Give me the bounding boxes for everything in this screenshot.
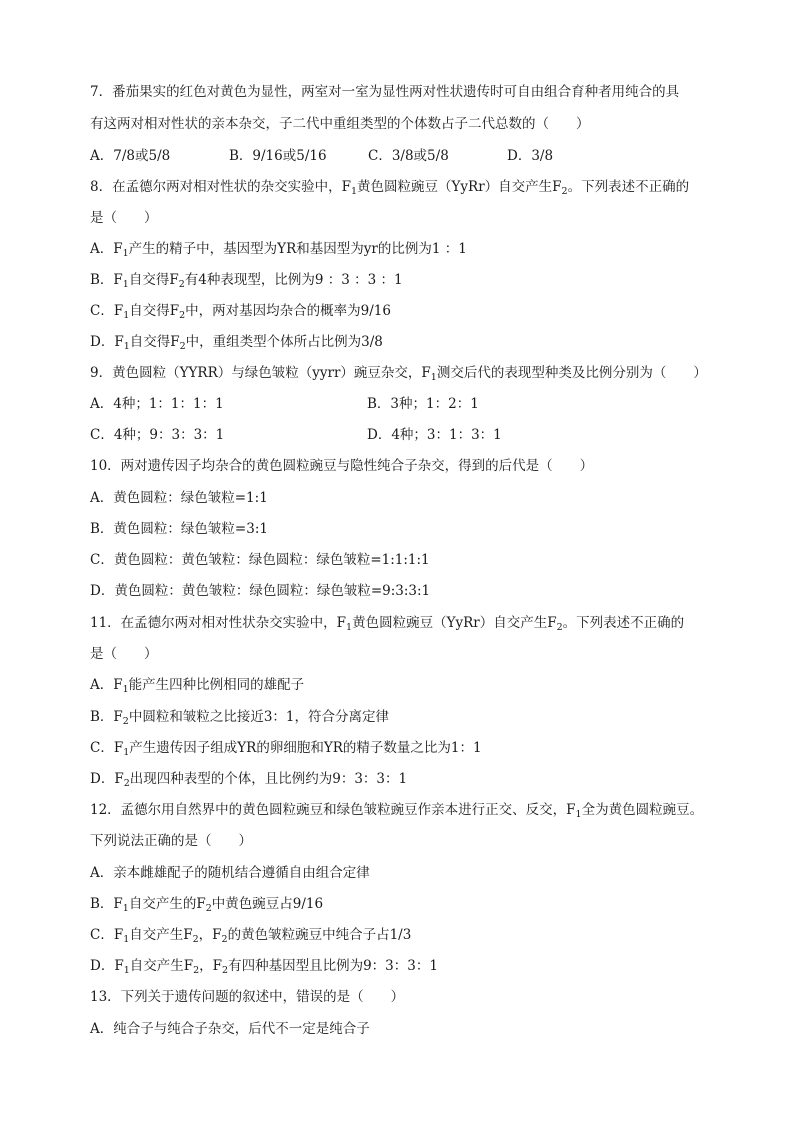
q11-option-c: C．$F_1$产生遗传因子组成YR的卵细胞和YR的精子数量之比为1：1 — [90, 740, 482, 758]
q7-stem-line1: 7．番茄果实的红色对黄色为显性，两室对一室为显性两对性状遗传时可自由组合育种者用纯合的具 — [90, 84, 680, 100]
q12-option-a: A．亲本雌雄配子的随机结合遵循自由组合定律 — [90, 865, 370, 881]
q9-option-c: C．4种；9：3：3：1 — [90, 427, 225, 443]
q8-option-b: B．$F_1$自交得$F_2$有4种表现型，比例为9 ：3 ：3 ：1 — [90, 272, 403, 290]
q12-stem-line1: 12．孟德尔用自然界中的黄色圆粒豌豆和绿色皱粒豌豆作亲本进行正交、反交，$F_1$全为黄色圆粒豌豆。 — [90, 802, 704, 820]
q12-stem-line2: 下列说法正确的是（ ） — [90, 833, 252, 849]
q12-option-c: C．$F_1$自交产生$F_2$，$F_2$的黄色皱粒豌豆中纯合子占1/3 — [90, 927, 412, 945]
q10-option-c: C．黄色圆粒：黄色皱粒：绿色圆粒：绿色皱粒=1:1:1:1 — [90, 552, 430, 568]
q8-option-c: C．$F_1$自交得$F_2$中，两对基因均杂合的概率为9/16 — [90, 303, 391, 321]
q7-option-c: C．3/8或5/8 — [368, 148, 449, 164]
q8-stem-line2: 是（ ） — [90, 210, 158, 226]
q8-stem-line1: 8．在孟德尔两对相对性状的杂交实验中，$F_1$黄色圆粒豌豆（YyRr）自交产生$F_2$。下列表述不正确的 — [90, 179, 690, 197]
q9-option-b: B．3种；1：2：1 — [367, 396, 479, 412]
q11-option-a: A．$F_1$能产生四种比例相同的雄配子 — [90, 677, 305, 695]
q10-option-a: A．黄色圆粒：绿色皱粒=1:1 — [90, 490, 268, 506]
q10-option-d: D．黄色圆粒：黄色皱粒：绿色圆粒：绿色皱粒=9:3:3:1 — [90, 583, 431, 599]
q9-option-d: D．4种；3：1：3：1 — [367, 427, 502, 443]
q9-stem: 9．黄色圆粒（YYRR）与绿色皱粒（yyrr）豌豆杂交，$F_1$测交后代的表现型种类及比例分别为（ ） — [90, 365, 707, 383]
q7-option-b: B．9/16或5/16 — [229, 148, 327, 164]
q11-stem-line1: 11．在孟德尔两对相对性状杂交实验中，$F_1$黄色圆粒豌豆（YyRr）自交产生$F_2$。下列表述不正确的 — [90, 615, 685, 633]
q7-option-a: A．7/8或5/8 — [90, 148, 171, 164]
q8-option-a: A．$F_1$产生的精子中，基因型为YR和基因型为yr的比例为1 ：1 — [90, 241, 467, 259]
q8-option-d: D．$F_1$自交得$F_2$中，重组类型个体所占比例为3/8 — [90, 334, 383, 352]
q7-stem-line2: 有这两对相对性状的亲本杂交，子二代中重组类型的个体数占子二代总数的（ ） — [90, 116, 590, 132]
q10-option-b: B．黄色圆粒：绿色皱粒=3:1 — [90, 521, 268, 537]
q11-option-b: B．$F_2$中圆粒和皱粒之比接近3：1，符合分离定律 — [90, 709, 390, 727]
q13-stem: 13．下列关于遗传问题的叙述中，错误的是（ ） — [90, 989, 405, 1005]
q12-option-d: D．$F_1$自交产生$F_2$，$F_2$有四种基因型且比例为9：3：3：1 — [90, 958, 438, 976]
q10-stem: 10．两对遗传因子均杂合的黄色圆粒豌豆与隐性纯合子杂交，得到的后代是（ ） — [90, 458, 594, 474]
q12-option-b: B．$F_1$自交产生的$F_2$中黄色豌豆占9/16 — [90, 896, 324, 914]
q9-option-a: A．4种；1：1：1：1 — [90, 396, 224, 412]
q11-stem-line2: 是（ ） — [90, 646, 158, 662]
q11-option-d: D．$F_2$出现四种表型的个体，且比例约为9：3：3：1 — [90, 771, 408, 789]
q13-option-a: A．纯合子与纯合子杂交，后代不一定是纯合子 — [90, 1021, 370, 1037]
q7-option-d: D．3/8 — [507, 148, 554, 164]
